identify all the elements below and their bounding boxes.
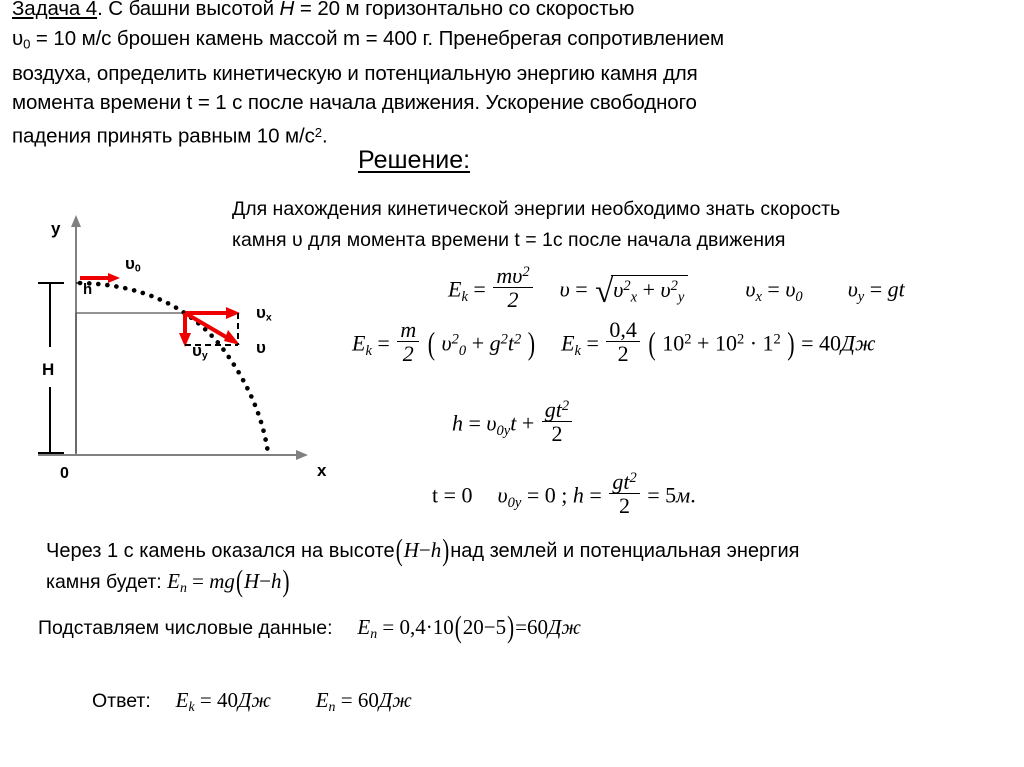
- eq3-h: h: [452, 410, 463, 436]
- eq4-result: 5: [665, 482, 677, 508]
- conclusion-paren-close: ): [442, 532, 450, 568]
- eq2-equals-3: =: [801, 330, 814, 356]
- sub-equals: =: [382, 615, 395, 639]
- v0-vector-arrowhead: [108, 273, 120, 283]
- answer-ep-sub: n: [328, 699, 336, 715]
- conclusion-h: h: [430, 538, 442, 562]
- vy-label-symbol: υ: [192, 341, 202, 360]
- ep-minus: −: [259, 569, 271, 593]
- sub-H-value: 20: [462, 615, 484, 639]
- statement-line-5-post: .: [321, 124, 328, 148]
- eq2-multiply-dot: ·: [749, 330, 758, 356]
- eq2-unit: Дж: [841, 330, 876, 356]
- eq2-term1-sub: 0: [458, 342, 467, 359]
- sub-paren-close: ): [507, 609, 515, 645]
- eq2-term1: υ: [441, 330, 452, 356]
- eq3-numerator: [542, 398, 572, 421]
- intro-line-1: Для нахождения кинетической энергии необходимо знать скорость: [232, 198, 841, 220]
- eq2-Ek-2-sub: k: [574, 342, 581, 359]
- diagram-svg: [20, 215, 360, 505]
- answer-kinetic: [175, 688, 271, 715]
- height-h-label: h: [83, 281, 93, 298]
- eq1-sqrt: [593, 274, 688, 311]
- eq2-fraction: [397, 318, 419, 367]
- equation-row-kinetic-expanded: [352, 318, 876, 367]
- answer-label: Ответ:: [92, 690, 151, 712]
- eq1-v: υ: [559, 276, 570, 302]
- sub-unit: Дж: [547, 615, 581, 639]
- eq4-t-label: t: [432, 482, 439, 508]
- ep-equals: =: [192, 569, 205, 593]
- equation-row-height-formula: [452, 398, 574, 447]
- eq2-paren-open-2: (: [648, 324, 656, 361]
- eq2-equals-2: =: [586, 330, 599, 356]
- sub-ep-label: E: [357, 615, 371, 639]
- eq1-plus: +: [642, 276, 655, 302]
- substitution-formula: [357, 609, 581, 645]
- conclusion-line2-text: камня будет:: [46, 571, 162, 593]
- eq4-v0y-sub: 0y: [507, 494, 522, 511]
- eq1-vy-value: gt: [887, 276, 905, 302]
- eq1-vx-value-sub: 0: [795, 288, 803, 305]
- eq1-vx-equals: =: [767, 276, 780, 302]
- eq4-v-equals: =: [526, 482, 540, 508]
- eq2-num3-sup: 2: [773, 331, 781, 348]
- eq4-semicolon: ;: [561, 482, 568, 508]
- projectile-diagram: [20, 215, 360, 505]
- v-resultant-shaft: [185, 313, 226, 337]
- statement-line-1-text2: = 20 м горизонтально со скоростью: [294, 0, 635, 20]
- eq1-vy: υ: [847, 276, 858, 302]
- eq4-t-equals: =: [443, 482, 457, 508]
- conclusion-height-line-2: [46, 563, 290, 603]
- eq2-Ek-2: E: [561, 330, 575, 356]
- statement-v0-subscript: 0: [23, 36, 31, 52]
- conclusion-text-a: Через 1 с камень оказался на высоте: [46, 540, 395, 562]
- problem-statement: [12, 0, 1012, 151]
- eq3-t: t: [510, 410, 517, 436]
- eq3-v0y-sub: 0y: [496, 422, 511, 439]
- eq1-fraction: [493, 264, 532, 313]
- statement-line-3: воздуха, определить кинетическую и потенциальную энергию камня для: [12, 61, 698, 85]
- eq3-plus: +: [521, 410, 535, 436]
- eq2-equals: =: [377, 330, 390, 356]
- equation-row-kinetic-definition: [448, 264, 905, 313]
- eq2-numerator: m: [400, 317, 417, 342]
- height-H-label: H: [42, 360, 55, 379]
- ep-H: H: [243, 569, 260, 593]
- origin-label: 0: [60, 465, 69, 482]
- eq2-Ek-sub: k: [365, 342, 372, 359]
- answer-potential: [315, 688, 412, 715]
- sub-h-value: 5: [495, 615, 507, 639]
- ep-h: h: [270, 569, 282, 593]
- eq2-term2: g: [489, 330, 501, 356]
- vx-label-subscript: x: [265, 311, 272, 324]
- statement-line-4: момента времени t = 1 с после начала движения. Ускорение свободного: [12, 91, 697, 115]
- eq2-num1-sup: 2: [684, 331, 692, 348]
- statement-line-2-rest: = 10 м/с брошен камень массой m = 400 г. Пренебрегая сопротивлением: [30, 26, 725, 50]
- task-number: Задача 4: [12, 0, 98, 20]
- conclusion-height-line-1: [46, 532, 800, 568]
- eq1-equals: =: [473, 276, 486, 302]
- eq4-t-value: 0: [461, 482, 473, 508]
- ep-paren-close: ): [282, 563, 290, 599]
- substitution-line: [38, 609, 581, 649]
- eq1-vy-equals: =: [869, 276, 883, 302]
- sub-equals-2: =: [515, 615, 527, 639]
- vy-label-subscript: y: [201, 349, 208, 362]
- answer-ep-label: E: [315, 688, 329, 712]
- eq4-denominator: 2: [609, 493, 639, 519]
- sub-result: 60: [526, 615, 548, 639]
- statement-v0-symbol: υ: [12, 26, 24, 50]
- eq2-paren-close: ): [527, 324, 536, 361]
- conclusion-height-expression: [395, 532, 451, 568]
- axis-label-x: x: [317, 461, 327, 480]
- v0-label: [125, 254, 141, 275]
- statement-line-5-sup: 2: [314, 124, 322, 140]
- answer-ek-equals: =: [199, 688, 212, 712]
- v0-label-subscript: 0: [134, 262, 141, 275]
- eq2-num2: 10: [714, 330, 737, 356]
- eq3-fraction: [542, 398, 572, 447]
- ep-expr: mg: [209, 569, 235, 593]
- eq2-num3: 1: [762, 330, 774, 356]
- eq4-v-value: 0: [544, 482, 556, 508]
- statement-line-1-text: . С башни высотой: [97, 0, 280, 20]
- eq3-v0y: υ: [486, 410, 497, 436]
- sub-mass: 0,4: [399, 615, 426, 639]
- eq1-denominator: 2: [493, 287, 532, 313]
- substitution-label: Подставляем числовые данные:: [38, 617, 333, 639]
- eq3-denominator: 2: [542, 421, 572, 447]
- eq1-num-text: mυ: [496, 263, 523, 288]
- v0-label-symbol: υ: [125, 254, 135, 273]
- vx-label: [256, 303, 272, 324]
- eq2-denominator-2: 2: [606, 341, 640, 367]
- statement-line-2: [12, 24, 1012, 59]
- eq3-equals: =: [468, 410, 481, 436]
- eq2-term1-sup: 2: [451, 331, 459, 348]
- eq4-h: h: [572, 482, 584, 508]
- vx-label-symbol: υ: [256, 303, 266, 322]
- x-axis-arrowhead: [296, 450, 308, 460]
- eq1-vx: υ: [745, 276, 756, 302]
- eq1-rad-b: υ: [660, 276, 671, 302]
- eq4-num-text: gt: [612, 469, 630, 494]
- eq2-numerator-2: 0,4: [609, 317, 637, 342]
- eq2-paren-open: (: [427, 324, 436, 361]
- eq4-numerator: [609, 470, 639, 493]
- eq3-num-text: gt: [544, 397, 562, 422]
- sub-paren-open: (: [454, 609, 462, 645]
- solution-heading: Решение:: [358, 146, 471, 174]
- eq1-num-sup: 2: [522, 264, 530, 281]
- conclusion-minus: −: [418, 538, 431, 562]
- eq2-result: 40: [819, 330, 842, 356]
- eq1-numerator: [493, 264, 532, 287]
- eq2-paren-close-2: ): [787, 324, 795, 361]
- sub-gravity: 10: [432, 615, 454, 639]
- trajectory-dotted-path: [80, 283, 268, 453]
- eq1-rad-a-sup: 2: [623, 277, 631, 294]
- answer-ek-value: 40: [216, 688, 238, 712]
- eq4-num-sup: 2: [629, 470, 637, 487]
- equation-row-height-substituted: [432, 470, 696, 519]
- eq2-plus: +: [471, 330, 485, 356]
- eq2-plus-2: +: [697, 330, 710, 356]
- ep-paren-open: (: [235, 563, 243, 599]
- eq1-radical-sign: √: [595, 273, 614, 310]
- answer-ep-unit: Дж: [378, 688, 412, 712]
- eq1-Ek: E: [448, 276, 462, 302]
- eq2-Ek: E: [352, 330, 366, 356]
- eq1-vx-value: υ: [785, 276, 796, 302]
- v-resultant-label: υ: [256, 338, 266, 357]
- eq1-Ek-sub: k: [461, 288, 468, 305]
- eq4-v0y: υ: [497, 482, 508, 508]
- eq1-rad-b-sub: y: [677, 288, 685, 305]
- eq1-vy-sub: y: [857, 288, 865, 305]
- statement-line-5-pre: падения принять равным 10 м/с: [12, 124, 315, 148]
- eq2-denominator: 2: [397, 341, 419, 367]
- eq4-period: .: [690, 482, 696, 508]
- eq1-rad-a: υ: [613, 276, 624, 302]
- answer-ek-unit: Дж: [237, 688, 271, 712]
- conclusion-H: H: [403, 538, 419, 562]
- sub-ep-label-sub: n: [370, 626, 378, 642]
- eq2-term2-sup: 2: [500, 331, 508, 348]
- statement-var-H: H: [279, 0, 295, 20]
- answer-ep-value: 60: [357, 688, 379, 712]
- axis-label-y: y: [51, 219, 61, 238]
- eq4-h-equals: =: [589, 482, 602, 508]
- eq4-fraction: [609, 470, 639, 519]
- eq1-radicand: [611, 275, 688, 306]
- ep-label: E: [167, 569, 180, 593]
- eq1-equals-2: =: [575, 276, 588, 302]
- eq2-fraction-2: [606, 318, 640, 367]
- y-axis-arrowhead: [71, 215, 81, 227]
- answer-ek-label: E: [175, 688, 189, 712]
- eq2-term3-sup: 2: [514, 331, 522, 348]
- eq4-unit: м: [676, 482, 691, 508]
- statement-line-5: [12, 118, 1012, 151]
- sub-dot: ·: [425, 615, 433, 639]
- eq1-vx-sub: x: [755, 288, 762, 305]
- eq2-num2-sup: 2: [736, 331, 745, 348]
- eq1-rad-b-sup: 2: [670, 277, 678, 294]
- eq3-num-sup: 2: [561, 398, 570, 415]
- conclusion-paren-open: (: [395, 532, 403, 568]
- conclusion-text-b: над землей и потенциальная энергия: [450, 540, 800, 562]
- ep-label-sub: n: [179, 580, 187, 596]
- eq1-rad-a-sub: x: [630, 288, 638, 305]
- eq2-term3: t: [507, 330, 514, 356]
- vy-label: [192, 341, 208, 362]
- intro-line-2: камня υ для момента времени t = 1с после начала движения: [232, 229, 786, 251]
- sub-minus: −: [483, 615, 496, 639]
- answer-line: [92, 685, 412, 722]
- potential-energy-formula: [167, 563, 290, 599]
- eq2-num1: 10: [662, 330, 685, 356]
- statement-line-1: [12, 0, 1012, 24]
- answer-ek-sub: k: [188, 699, 195, 715]
- eq4-equals-3: =: [647, 482, 660, 508]
- answer-ep-equals: =: [340, 688, 353, 712]
